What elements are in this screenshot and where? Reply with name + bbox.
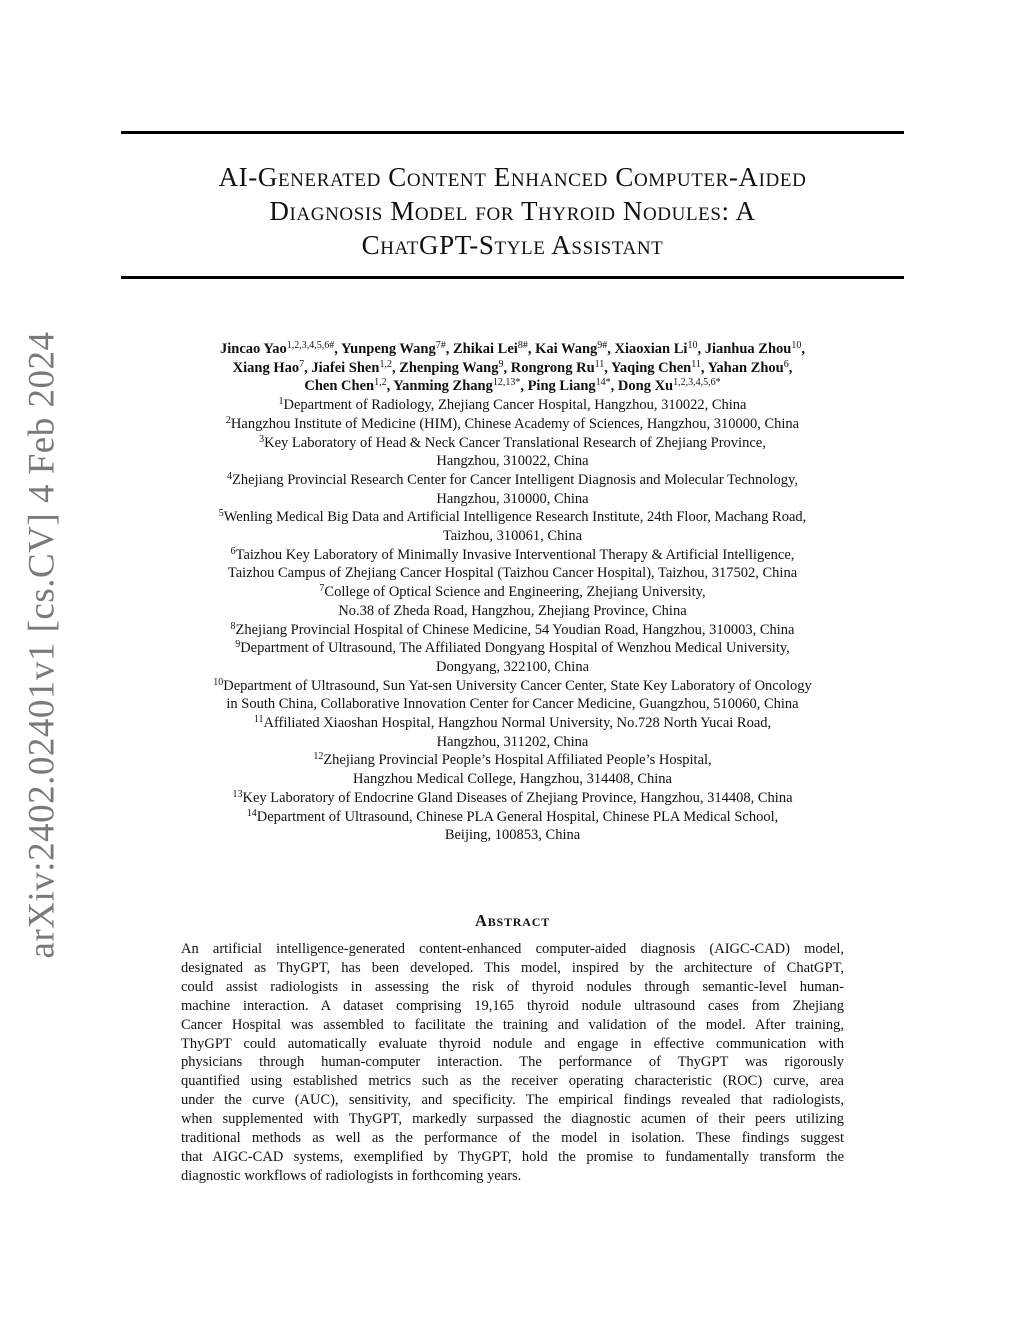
abstract-line: diagnostic workflows of radiologists in forthcoming years. <box>181 1167 522 1184</box>
affiliation-line <box>121 621 904 640</box>
affiliation-sup: 9 <box>235 639 241 651</box>
affiliation-line <box>121 770 904 789</box>
author-sep: , <box>520 378 528 395</box>
affiliation-text: Hangzhou Medical College, Hangzhou, 314408, China <box>353 771 672 788</box>
affiliation-text: Hangzhou, 311202, China <box>436 733 589 750</box>
abstract-line: An artificial intelligence-generated content-enhanced computer-aided diagnosis (AIGC-CAD) model, <box>181 941 844 957</box>
affiliation-line <box>121 733 904 752</box>
author-name: Xiaoxian Li <box>614 341 688 357</box>
author-sep: , <box>391 359 400 376</box>
affiliation-sup: 5 <box>218 508 224 520</box>
affiliation-text: Hangzhou Institute of Medicine (HIM), Chinese Academy of Sciences, Hangzhou, 310000, China <box>230 415 800 432</box>
top-rule <box>121 131 904 134</box>
author-line <box>121 359 904 378</box>
affiliation-line <box>121 826 904 845</box>
affiliation-sup: 6 <box>230 545 236 557</box>
author-name: Kai Wang <box>535 341 598 357</box>
affiliation-sup: 1 <box>278 396 284 408</box>
author-sup: 11 <box>691 358 701 370</box>
author-sup: 14* <box>595 377 611 389</box>
affiliation-text: College of Optical Science and Engineering, Zhejiang University, <box>324 584 706 601</box>
affiliation-sup: 11 <box>253 714 264 726</box>
abstract-heading: Abstract <box>475 911 550 930</box>
affiliation-line <box>121 452 904 471</box>
affiliation-line <box>121 527 904 546</box>
author-sup: 1,2,3,4,5,6* <box>673 377 721 389</box>
author-sup: 7 <box>299 358 305 370</box>
author-name: Chen Chen <box>304 378 375 395</box>
author-sup: 9 <box>498 358 504 370</box>
affiliation-text: Zhejiang Provincial People’s Hospital Affiliated People’s Hospital, <box>323 752 712 769</box>
abstract-line: traditional methods as well as the performance of the model in isolation. These findings suggest <box>181 1130 844 1147</box>
affiliation-text: Department of Ultrasound, The Affiliated Dongyang Hospital of Wenzhou Medical University, <box>240 640 790 657</box>
author-line <box>121 340 904 359</box>
affiliation-text: Hangzhou, 310022, China <box>436 453 589 470</box>
affiliation-line <box>121 677 904 696</box>
affiliation-line <box>121 396 904 415</box>
affiliation-sup: 3 <box>259 433 265 445</box>
abstract-line: could assist radiologists in assessing the risk of thyroid nodules through semantic-level human- <box>181 978 844 995</box>
abstract-line: that AIGC-CAD systems, exemplified by ThyGPT, hold the promise to fundamentally transform the <box>181 1148 844 1165</box>
affiliation-line <box>121 751 904 770</box>
affiliation-line <box>121 602 904 621</box>
title-line: AI-Generated Content Enhanced Computer-Aided <box>218 162 807 192</box>
author-sup: 10 <box>791 340 802 351</box>
author-line <box>121 377 904 396</box>
affiliation-text: Taizhou Key Laboratory of Minimally Invasive Interventional Therapy & Artificial Intelligence, <box>235 546 795 563</box>
author-name: Jianhua Zhou <box>704 341 792 357</box>
affiliation-line <box>121 658 904 677</box>
affiliation-line <box>121 583 904 602</box>
affiliation-sup: 8 <box>230 620 236 632</box>
affiliation-line <box>121 564 904 583</box>
affiliation-line <box>121 546 904 565</box>
affiliation-text: Department of Ultrasound, Sun Yat-sen University Cancer Center, State Key Laboratory of Oncology <box>223 677 812 694</box>
author-sup: 9# <box>597 340 608 351</box>
paper-title <box>121 160 904 262</box>
author-sep: , <box>788 359 793 376</box>
author-name: Xiang Hao <box>232 359 300 376</box>
affiliation-sup: 7 <box>319 583 325 595</box>
author-sep: , <box>445 341 453 357</box>
affiliation-text: Department of Radiology, Zhejiang Cancer Hospital, Hangzhou, 310022, China <box>283 397 747 414</box>
author-name: Jiafei Shen <box>311 359 380 376</box>
author-sup: 1,2 <box>379 358 392 370</box>
abstract-line: machine interaction. A dataset comprising 19,165 thyroid nodule ultrasound cases from Zhejiang <box>181 997 844 1014</box>
affiliation-text: Taizhou, 310061, China <box>442 528 583 545</box>
affiliation-text: Key Laboratory of Head & Neck Cancer Translational Research of Zhejiang Province, <box>264 434 766 451</box>
author-name: Yaqing Chen <box>611 359 692 376</box>
affiliation-text: Wenling Medical Big Data and Artificial Intelligence Research Institute, 24th Floor, Machang Road, <box>223 509 807 526</box>
author-block <box>121 340 904 845</box>
affiliation-line <box>121 695 904 714</box>
affiliation-text: Hangzhou, 310000, China <box>436 490 589 507</box>
author-sup: 1,2 <box>374 377 387 389</box>
abstract-body <box>181 940 844 1186</box>
author-sep: , <box>304 359 312 376</box>
author-sep: , <box>801 341 805 357</box>
author-sup: 12,13* <box>492 377 521 389</box>
affiliation-sup: 13 <box>232 788 243 800</box>
affiliation-text: Beijing, 100853, China <box>444 827 581 844</box>
author-sup: 8# <box>517 340 528 351</box>
affiliation-sup: 4 <box>227 470 233 482</box>
abstract-line: quantified using established metrics such as the receiver operating characteristic (ROC) curve, area <box>181 1073 844 1090</box>
author-sup: 10 <box>687 340 698 351</box>
abstract-line: Cancer Hospital was assembled to facilitate the training and validation of the model. After training, <box>181 1016 844 1033</box>
affiliation-text: Key Laboratory of Endocrine Gland Diseases of Zhejiang Province, Hangzhou, 314408, China <box>242 789 793 806</box>
affiliation-sup: 2 <box>225 414 231 426</box>
author-name: Zhenping Wang <box>399 359 499 376</box>
affiliation-line <box>121 471 904 490</box>
affiliation-line <box>121 508 904 527</box>
affiliation-line <box>121 490 904 509</box>
author-sup: 11 <box>594 358 605 370</box>
affiliation-text: Zhejiang Provincial Hospital of Chinese Medicine, 54 Youdian Road, Hangzhou, 310003, China <box>235 621 795 638</box>
affiliation-list <box>121 396 904 845</box>
author-sup: 6 <box>783 358 789 370</box>
author-name: Rongrong Ru <box>510 359 595 376</box>
abstract-line: physicians through human-computer interaction. The performance of ThyGPT was rigorously <box>181 1054 844 1071</box>
author-sep: , <box>527 341 536 357</box>
abstract-line: ThyGPT could automatically evaluate thyroid nodule and engage in effective communication with <box>181 1035 844 1052</box>
author-name: Ping Liang <box>527 378 596 395</box>
affiliation-text: Taizhou Campus of Zhejiang Cancer Hospital (Taizhou Cancer Hospital), Taizhou, 317502, China <box>227 565 798 582</box>
author-name: Zhikai Lei <box>452 341 518 357</box>
author-name: Jincao Yao <box>220 341 287 357</box>
affiliation-text: in South China, Collaborative Innovation Center for Cancer Medicine, Guangzhou, 510060, China <box>226 696 799 713</box>
author-sep: , <box>610 378 618 395</box>
affiliation-line <box>121 415 904 434</box>
author-name: Yunpeng Wang <box>340 341 436 357</box>
affiliation-line <box>121 434 904 453</box>
author-sep: , <box>503 359 511 376</box>
affiliation-text: Department of Ultrasound, Chinese PLA General Hospital, Chinese PLA Medical School, <box>256 808 779 825</box>
author-name: Yahan Zhou <box>707 359 784 376</box>
title-line: Diagnosis Model for Thyroid Nodules: A <box>269 196 756 226</box>
affiliation-sup: 12 <box>313 751 324 763</box>
affiliation-text: No.38 of Zheda Road, Hangzhou, Zhejiang Province, China <box>338 602 687 619</box>
bottom-rule <box>121 276 904 279</box>
author-sup: 7# <box>435 340 446 351</box>
affiliation-sup: 10 <box>213 676 224 688</box>
affiliation-line <box>121 789 904 808</box>
abstract-line: under the curve (AUC), sensitivity, and specificity. The empirical findings revealed that radiologists, <box>181 1092 844 1109</box>
affiliation-text: Dongyang, 322100, China <box>435 658 590 675</box>
arxiv-identifier: arXiv:2402.02401v1 [cs.CV] 4 Feb 2024 <box>21 331 63 959</box>
affiliation-line <box>121 714 904 733</box>
author-name: Dong Xu <box>617 378 674 395</box>
abstract-line: designated as ThyGPT, has been developed. This model, inspired by the architecture of ChatGPT, <box>181 959 844 976</box>
affiliation-sup: 14 <box>246 807 257 819</box>
author-sep: , <box>700 359 708 376</box>
author-name: Yanming Zhang <box>393 378 493 395</box>
title-line: ChatGPT-Style Assistant <box>361 230 664 260</box>
author-sup: 1,2,3,4,5,6# <box>286 340 335 351</box>
author-sep: , <box>697 341 705 357</box>
affiliation-text: Zhejiang Provincial Research Center for Cancer Intelligent Diagnosis and Molecular Technology, <box>232 471 798 488</box>
author-sep: , <box>334 341 341 357</box>
affiliation-line <box>121 808 904 827</box>
abstract-line: when supplemented with ThyGPT, markedly surpassed the diagnostic acumen of their peers utilizing <box>181 1111 844 1128</box>
author-sep: , <box>386 378 394 395</box>
author-sep: , <box>604 359 612 376</box>
affiliation-line <box>121 639 904 658</box>
affiliation-text: Affiliated Xiaoshan Hospital, Hangzhou Normal University, No.728 North Yucai Road, <box>263 715 772 732</box>
author-sep: , <box>607 341 615 357</box>
